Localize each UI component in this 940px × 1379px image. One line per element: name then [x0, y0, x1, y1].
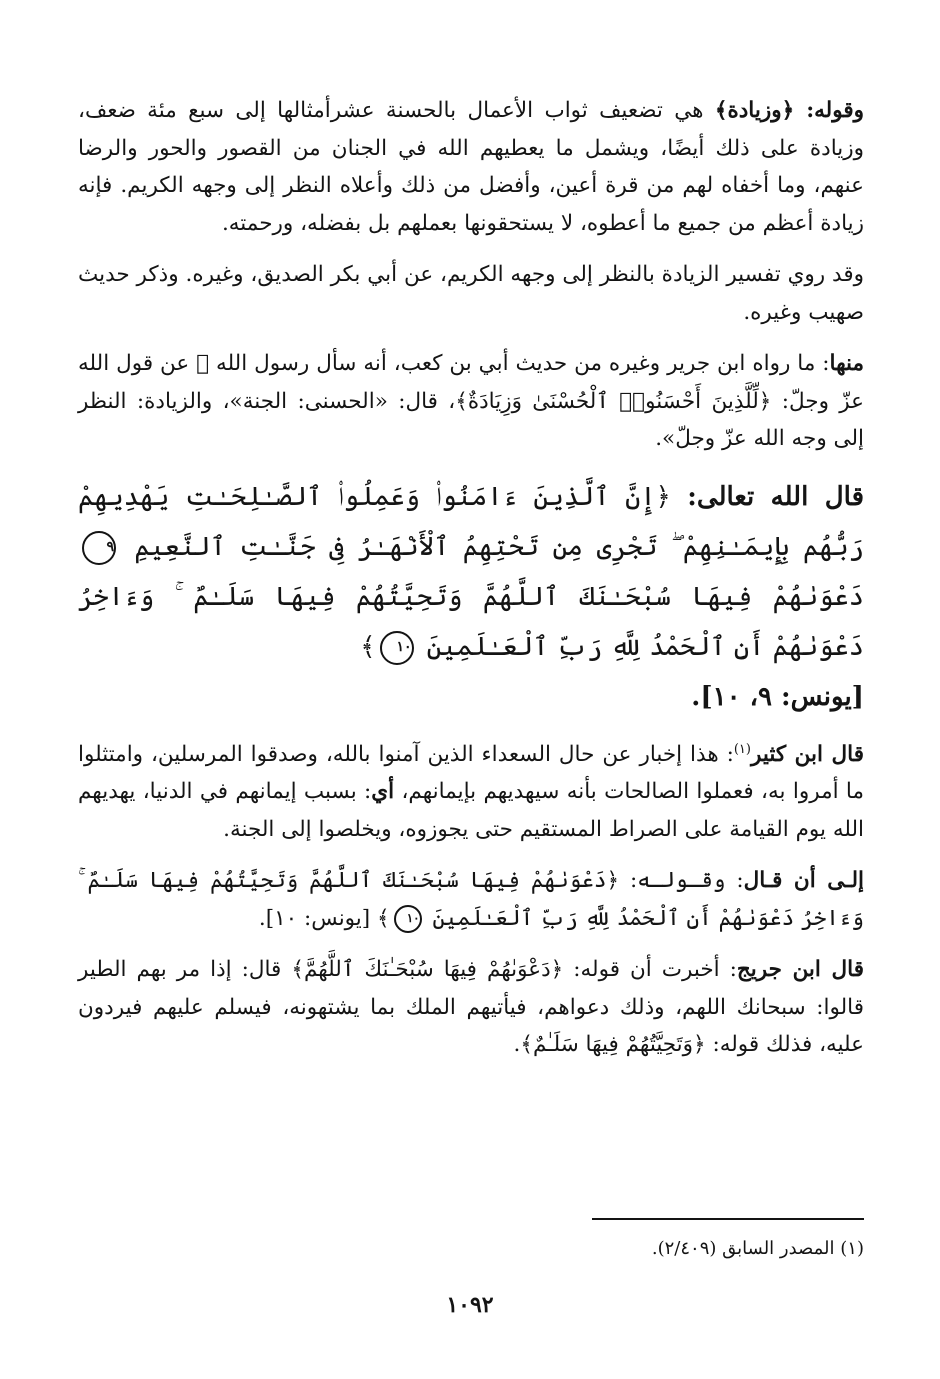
lead-ila-an-qal: إلـى أن قـال — [743, 868, 865, 893]
paragraph-text: هي تضعيف ثواب الأعمال بالحسنة عشرأمثالها إلى سبع مئة ضعف، وزيادة على ذلك أيضًا، ويشمل ما يعطيهم الله في الجنان من القصور والحور والرضا عنهم، وما أخفاه لهم من قرة أعين، وأفضل من ذلك وأعلاه النظر إلى وجهه الكريم. فإنه زيادة أعظم من جميع ما أعطوه، لا يستحقونها بعملهم بل بفضله، ورحمته. — [78, 98, 864, 236]
quran-quote: ﴿دَعْوَىٰهُمْ فِيهَا سُبْحَـٰنَكَ ٱللَّهُمَّ وَتَحِيَّتُهُمْ فِيهَا سَلَـٰمٌ ۚ وَءَاخِرُ دَعْوَىٰهُمْ أَنِ ٱلْحَمْدُ لِلَّهِ رَبِّ ٱلْعَـٰلَمِينَ — [78, 868, 864, 931]
paragraph-text: : هذا إخبار عن حال السعداء الذين آمنوا بالله، وصدقوا المرسلين، وامتثلوا ما أمروا به، فعملوا الصالحات بأنه سيهديهم بإيمانهم، — [78, 741, 864, 804]
ayah-number-marker: ١٠ — [380, 631, 414, 665]
paragraph-ila-an-qal — [78, 862, 864, 937]
lead-ay: أي — [371, 779, 395, 804]
verse-close: ﴾ — [360, 631, 376, 662]
lead-ibn-jurayj: قال ابن جريج — [736, 957, 864, 982]
paragraph-ziyada — [78, 92, 864, 242]
verse-part-1: ﴿إِنَّ ٱلَّذِينَ ءَامَنُوا۟ وَعَمِلُوا۟ ٱلصَّـٰلِحَـٰتِ يَهْدِيهِمْ رَبُّهُم بِإِيمَـٰنِهِمْ ۖ تَجْرِى مِن تَحْتِهِمُ ٱلْأَنْهَـٰرُ فِى جَنَّـٰتِ ٱلنَّعِيمِ — [78, 481, 864, 562]
ayah-number-marker: ٩ — [82, 531, 116, 565]
verse-block — [78, 472, 864, 722]
verse-lead: قال الله تعالى: — [670, 481, 864, 512]
verse-reference: [يونس: ١٠]. — [258, 905, 377, 931]
footnote-reference: (١) — [733, 741, 751, 757]
paragraph-text-middle: قال: إذا مر بهم الطير قالوا: سبحانك اللهم، وذلك دعواهم، فيأتيهم الملك بما يشتهونه، فيسلم عليهم فيردون عليه، فذلك قوله: — [78, 957, 864, 1057]
quote-ziyada: ﴿وزيادة﴾ — [714, 98, 795, 123]
verse-reference: [يونس: ٩، ١٠]. — [691, 681, 864, 712]
paragraph-hadith — [78, 345, 864, 458]
paragraph-text-end: ، قال: «الحسنى: الجنة»، والزيادة: النظر إلى وجه الله عزّ وجلّ». — [78, 388, 864, 451]
paragraph-ibn-jurayj — [78, 951, 864, 1064]
paragraph-ibn-kathir — [78, 736, 864, 849]
quran-quote: ﴿وَتَحِيَّتُهُمْ فِيهَا سَلَـٰمٌ﴾ — [520, 1032, 706, 1057]
paragraph-text: وقد روي تفسير الزيادة بالنظر إلى وجهه الكريم، عن أبي بكر الصديق، وغيره. وذكر حديث صهيب وغيره. — [78, 262, 864, 325]
lead-minha: منها — [829, 351, 864, 376]
paragraph-text: : وقـولـه: — [619, 868, 744, 893]
paragraph-text: : ما رواه ابن جرير وغيره من حديث أبي بن كعب، أنه سأل رسول الله ﷺ عن قول الله عزّ وجلّ: — [78, 351, 864, 414]
footnote-divider — [592, 1218, 864, 1220]
paragraph-text-end: . — [513, 1032, 521, 1057]
lead-wa-qawluhu: وقوله: — [794, 98, 864, 123]
paragraph-text-end: : بسبب إيمانهم في الدنيا، يهديهم الله يوم القيامة على الصراط المستقيم حتى يجوزوه، ويخلصوا إلى الجنة. — [78, 779, 864, 842]
paragraph-narration — [78, 256, 864, 331]
footnote: (١) المصدر السابق (٢/٤٠٩). — [651, 1238, 864, 1259]
page-body — [78, 92, 864, 1078]
page-number: ١٠٩٢ — [446, 1292, 494, 1318]
quran-quote: ﴿لِّلَّذِينَ أَحْسَنُوا۟ ٱلْحُسْنَىٰ وَزِيَادَةٌ﴾ — [455, 388, 772, 414]
quran-quote: ﴿دَعْوَىٰهُمْ فِيهَا سُبْحَـٰنَكَ ٱللَّهُمَّ﴾ — [291, 957, 564, 982]
ayah-number-marker: ١٠ — [394, 905, 422, 933]
paragraph-text: : أخبرت أن قوله: — [563, 957, 737, 982]
lead-ibn-kathir: قال ابن كثير — [750, 741, 864, 767]
verse-part-2: دَعْوَىٰهُمْ فِيهَا سُبْحَـٰنَكَ ٱللَّهُمَّ وَتَحِيَّتُهُمْ فِيهَا سَلَـٰمٌ ۚ وَءَاخِرُ دَعْوَىٰهُمْ أَنِ ٱلْحَمْدُ لِلَّهِ رَبِّ ٱلْعَـٰلَمِينَ — [78, 581, 864, 662]
quran-close: ﴾ — [377, 905, 390, 931]
